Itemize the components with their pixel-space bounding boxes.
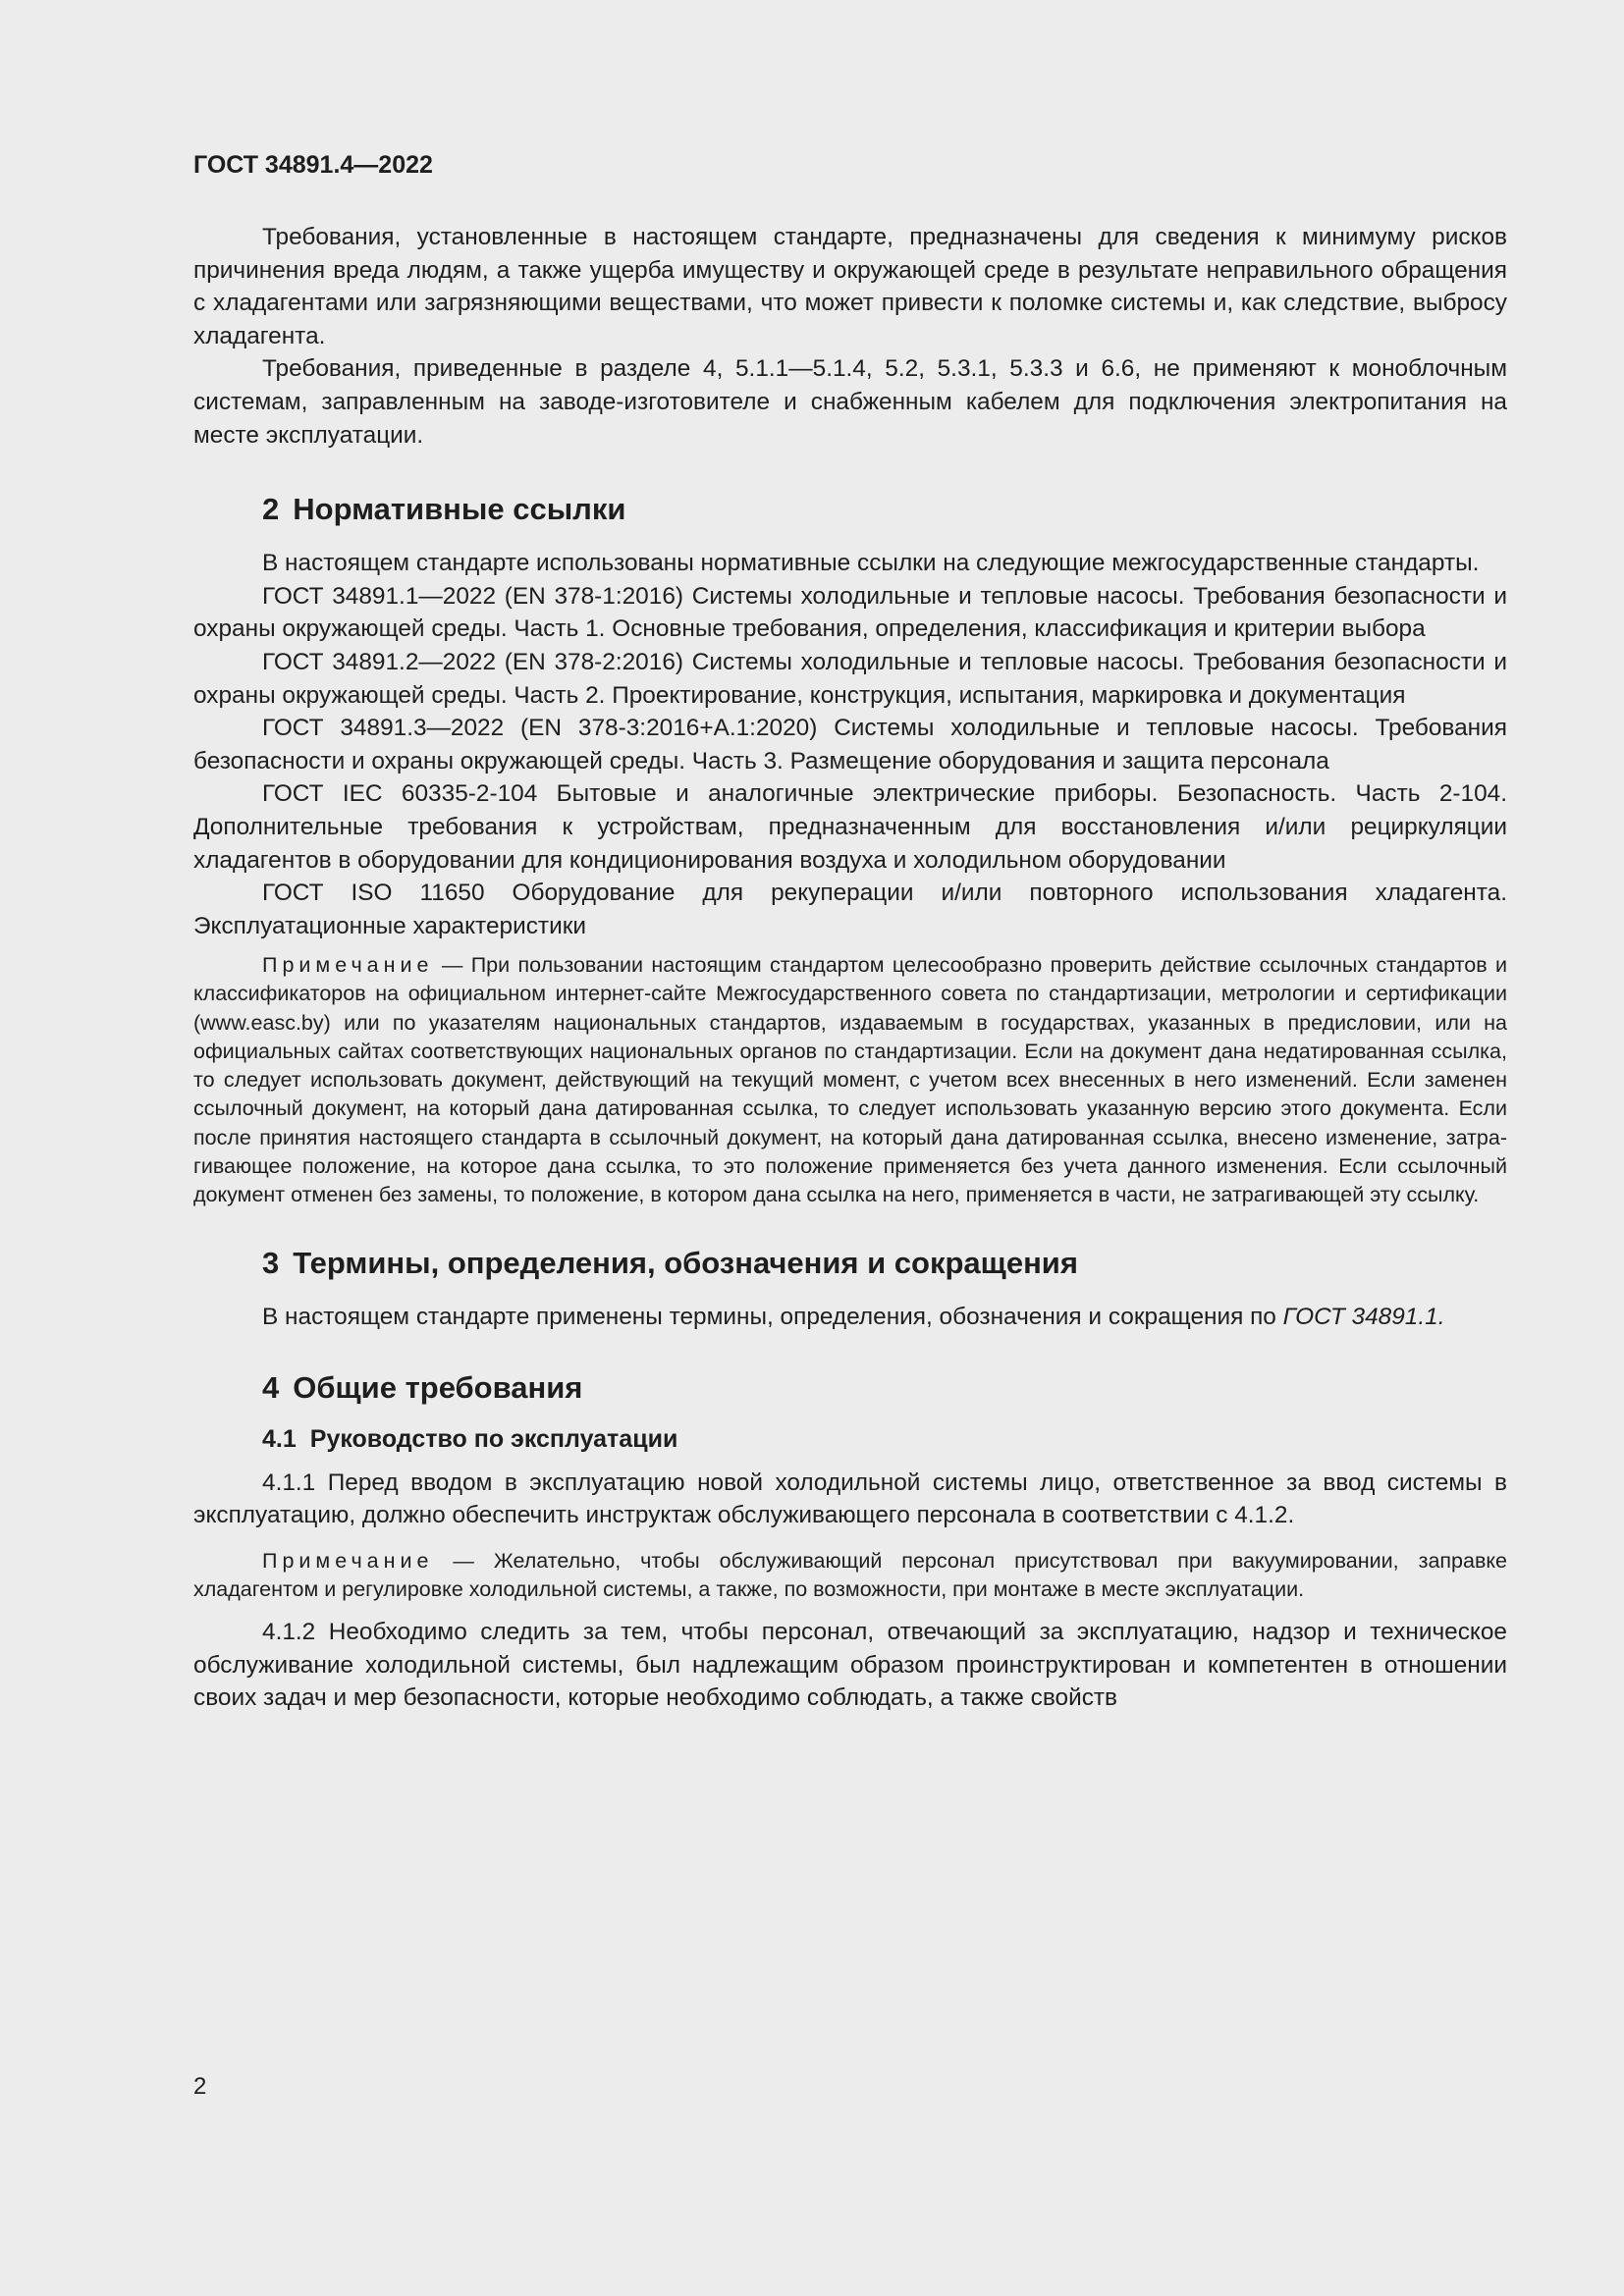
section-title: Нормативные ссылки — [293, 492, 626, 527]
section-3-heading — [193, 1242, 1507, 1285]
note-text: — При пользовании настоящим стандартом целесообразно проверить действие ссылочных стандартов и классификаторов на официальном интернет-сайте Межгосударственного совета по стандартизации, метрологии и сертификации (www.easc.by) или по указателям национальных стандартов, издаваемым в государствах, указанных в предисловии, или на официальных сайтах соответствующих национальных органов по стандартизации. Если на документ дана недатированная ссылка, то следует использовать документ, действующий на текущий момент, с учетом всех внесенных в него изменений. Если заменен ссылочный документ, на который дана датированная ссылка, то следует использовать указанную версию этого документа. Если после принятия настоящего стандарта в ссылочный документ, на который дана датированная ссылка, внесено изменение, затрагивающее положение, на которое дана ссылка, то это положение применяется без учета данного изменения. Если ссылочный документ отменен без замены, то положение, в котором дана ссылка на него, применяется в части, не затрагивающей эту ссылку. — [193, 953, 1507, 1206]
section-number: 4 — [262, 1369, 280, 1405]
subsection-title: Руководство по эксплуатации — [309, 1424, 678, 1453]
document-page — [193, 145, 1507, 1715]
intro-paragraph: Требования, приведенные в разделе 4, 5.1.1—5.1.4, 5.2, 5.3.1, 5.3.3 и 6.6, не применяют к моноблочным системам, заправленным на заводе-изготовителе и снабженным кабелем для подключения электропитания на месте эксплуатации. — [193, 355, 1507, 449]
normative-reference: ГОСТ 34891.2—2022 (EN 378-2:2016) Системы холодильные и тепловые насосы. Требования безопасности и охраны окружающей среды. Часть 2. Проектирование, конструкция, испытания, маркировка и документация — [193, 648, 1507, 709]
intro-paragraph: Требования, установленные в настоящем стандарте, предназначены для сведения к минимуму рисков причинения вреда людям, а также ущерба имуществу и окружающей среде в результате неправильного обращения с хладагентами или загрязняющими веществами, что может привести к поломке системы и, как следствие, выбросу хладагента. — [193, 224, 1507, 349]
section-title: Общие требования — [293, 1369, 583, 1405]
section-number: 3 — [262, 1246, 280, 1281]
section-number: 2 — [262, 492, 280, 527]
section-2-heading — [193, 488, 1507, 531]
normative-reference: ГОСТ ISO 11650 Оборудование для рекуперации и/или повторного использования хладагента. Эксплуатационные характеристики — [193, 880, 1507, 939]
clause-4-1-1: 4.1.1 Перед вводом в эксплуатацию новой холодильной системы лицо, ответственное за ввод системы в эксплуатацию, должно обеспечить инструктаж обслуживающего персонала в соответствии с 4.1.2. — [193, 1468, 1507, 1529]
note-label: Примечание — [262, 1548, 434, 1573]
note-text: — Желательно, чтобы обслуживающий персонал присутствовал при вакуумировании, заправке хладагентом и регулировке холодильной системы, а также, по возможности, при монтаже в месте эксплуатации. — [193, 1548, 1507, 1602]
clause-4-1-1-note — [193, 1547, 1507, 1604]
normative-reference: ГОСТ 34891.3—2022 (EN 378-3:2016+A.1:2020) Системы холодильные и тепловые насосы. Требования безопасности и охраны окружающей среды. Часть 3. Размещение оборудования и защита персонала — [193, 715, 1507, 774]
clause-4-1-2: 4.1.2 Необходимо следить за тем, чтобы персонал, отвечающий за эксплуатацию, надзор и техническое обслуживание холодильной системы, был надлежащим образом проинструктирован и компетентен в отношении своих задач и мер безопасности, которые необходимо соблюдать, а также свойств — [193, 1619, 1507, 1712]
section-4-heading — [193, 1366, 1507, 1410]
subsection-4-1-heading — [193, 1421, 1507, 1457]
referenced-standard: ГОСТ 34891.1. — [1282, 1304, 1445, 1331]
normative-reference: ГОСТ IEC 60335-2-104 Бытовые и аналогичные электрические приборы. Безопасность. Часть 2-104. Дополнительные требования к устройствам, предназначенным для восстановления и/или рециркуляции хладагентов в оборудовании для кондиционирования воздуха и холодильном оборудовании — [193, 780, 1507, 874]
section-2-intro: В настоящем стандарте использованы нормативные ссылки на следующие межгосударственные стандарты. — [262, 550, 1480, 577]
note-label: Примечание — [262, 953, 434, 978]
subsection-number: 4.1 — [262, 1424, 297, 1453]
normative-reference: ГОСТ 34891.1—2022 (EN 378-1:2016) Системы холодильные и тепловые насосы. Требования безопасности и охраны окружающей среды. Часть 1. Основные требования, определения, классификация и критерии выбора — [193, 582, 1507, 643]
document-code: ГОСТ 34891.4—2022 — [193, 151, 433, 179]
section-title: Термины, определения, обозначения и сокращения — [293, 1246, 1078, 1281]
page-number: 2 — [193, 2073, 207, 2100]
section-2-note — [193, 951, 1507, 1209]
section-3-paragraph — [193, 1301, 1507, 1334]
section-3-text: В настоящем стандарте применены термины, определения, обозначения и сокращения по — [262, 1304, 1283, 1331]
